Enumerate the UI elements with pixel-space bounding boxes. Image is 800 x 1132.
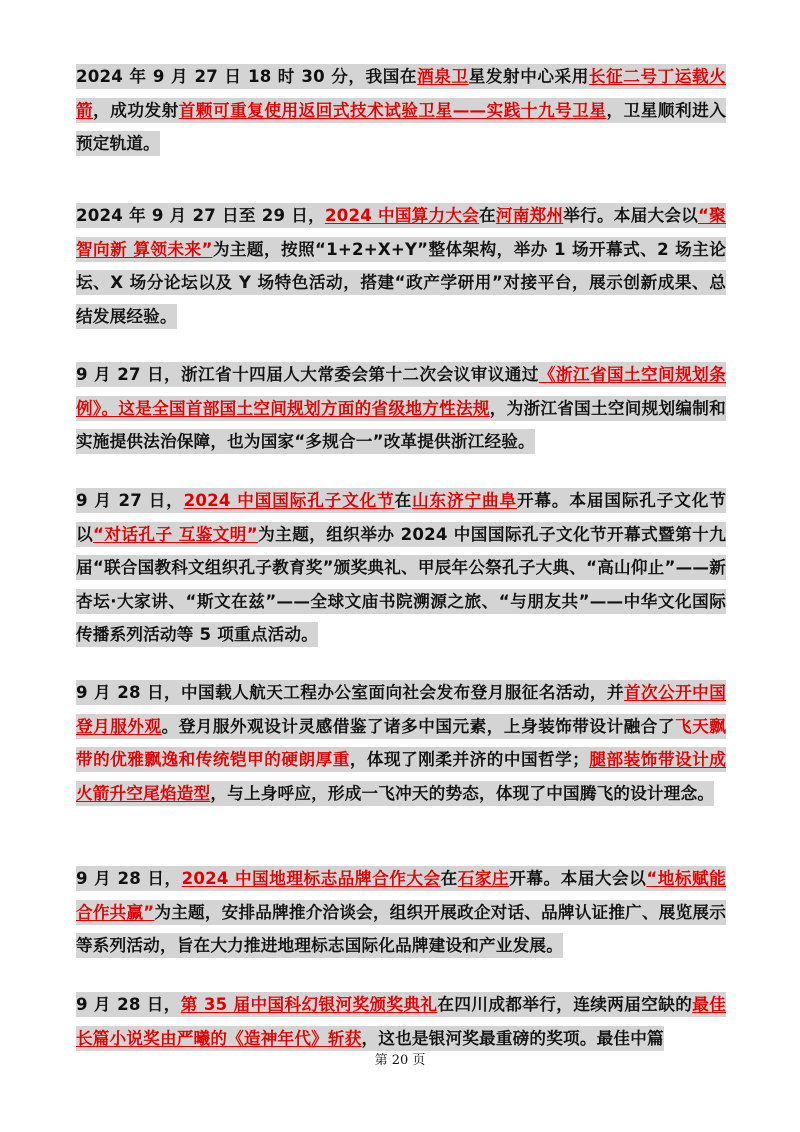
news-paragraph-4 [76,484,726,652]
text-segment: 在 [394,491,413,510]
highlighted-text [76,64,726,156]
text-segment: 9 月 27 日，浙江省十四届人大常委会第十二次会议审议通过 [76,365,539,384]
text-segment: 2024 年 9 月 27 日 18 时 30 分，我国在 [76,67,418,86]
highlighted-text [76,992,726,1051]
text-segment: 开幕。本届国际孔子文化节以 [76,491,726,544]
text-segment: 星发射中心采用 [468,67,589,86]
text-segment: 9 月 28 日， [76,995,181,1014]
highlighted-text [76,203,726,329]
emphasized-text-segment: 长征二号丁运载火箭 [76,67,726,120]
text-segment: ，这也是银河奖最重磅的奖项。最佳中篇 [361,1028,664,1048]
emphasized-text-segment: 2024 中国地理标志品牌合作大会 [181,869,441,888]
news-paragraph-5 [76,676,726,810]
text-segment: 在四川成都举行，连续两届空缺的 [437,995,693,1014]
page-number: 第 20 页 [374,1053,426,1068]
text-segment: 为主题，安排品牌推介洽谈会，组织开展政企对话、品牌认证推广、展览展示等系列活动，旨在大力推进地理标志国际化品牌建设和产业发展。 [76,902,726,955]
emphasized-text-segment: 腿部装饰带设计成火箭升空尾焰造型 [76,750,726,803]
emphasized-text-segment: 河南郑州 [495,206,564,225]
news-paragraph-1 [76,60,726,161]
emphasized-text-segment: “对话孔子 互鉴文明” [93,524,258,544]
emphasized-text-segment: 2024 中国算力大会 [324,206,480,225]
text-segment: ，成功发射 [93,100,179,120]
text-segment: ，与上身呼应，形成一飞冲天的势态，体现了中国腾飞的设计理念。 [210,783,715,803]
text-segment: 2024 年 9 月 27 日至 29 日， [76,206,325,225]
emphasized-text-segment: 酒泉卫 [417,67,469,86]
emphasized-text-segment: “地标赋能 合作共赢” [76,869,726,922]
highlighted-text [76,488,726,647]
emphasized-text-segment: 石家庄 [457,869,510,888]
text-segment: 举行。本届大会以 [563,206,699,225]
text-segment: ，体现了刚柔并济的中国哲学； [349,750,590,769]
highlighted-text [76,362,726,454]
highlighted-text [76,866,726,958]
emphasized-text-segment: 首次公开中国登月服外观 [76,683,727,736]
text-segment: 。登月服外观设计灵感借鉴了诸多中国元素，上身装饰带设计融合了 [161,716,675,736]
emphasized-text-segment: “聚智向新 算领未来” [76,206,726,259]
emphasized-text-segment: 第 35 届中国科幻银河奖颁奖典礼 [180,995,438,1014]
text-segment: 在 [440,869,458,888]
emphasized-text-segment: 首颗可重复使用返回式技术试验卫星——实践十九号卫星 [178,100,607,120]
text-segment: 9 月 28 日， [76,869,182,888]
news-paragraph-6 [76,862,726,963]
emphasized-text-segment: 飞天飘带的优雅飘逸和传统铠甲的硬朗厚重 [76,716,727,769]
news-paragraph-7 [76,988,726,1055]
emphasized-text-segment: 山东济宁曲阜 [412,491,517,510]
text-segment: 为主题，组织举办 2024 中国国际孔子文化节开幕式暨第十九届“联合国教科文组织孔子教育奖”颁奖典礼、甲辰年公祭孔子大典、“高山仰止”——新杏坛·大家讲、“斯文在兹”——全球文庙书院溯源之旅、“与朋友共”——中华文化国际传播系列活动等 5 项重点活动。 [76,524,726,644]
text-segment: 9 月 28 日，中国载人航天工程办公室面向社会发布登月服征名活动，并 [76,683,625,702]
text-segment: 9 月 27 日， [76,491,184,510]
text-segment: 在 [479,206,496,225]
highlighted-text [76,680,726,806]
text-segment: ，卫星顺利进入预定轨道。 [76,100,727,153]
emphasized-text-segment: 2024 中国国际孔子文化节 [183,491,395,510]
text-segment: 开幕。本届大会以 [509,869,647,888]
text-segment: ，为浙江省国土空间规划编制和实施提供法治保障，也为国家“多规合一”改革提供浙江经验。 [76,398,726,451]
text-segment: 为主题，按照“1+2+X+Y”整体架构，举办 1 场开幕式、2 场主论坛、X 场分论坛以及 Y 场特色活动，搭建“政产学研用”对接平台，展示创新成果、总结发展经验。 [76,239,726,326]
news-paragraph-3 [76,358,726,459]
emphasized-text-segment: 最佳长篇小说奖由严曦的《造神年代》斩获 [76,995,727,1048]
news-paragraph-2 [76,199,726,333]
emphasized-text-segment: 《浙江省国土空间规划条例》 [76,365,727,418]
emphasized-text-segment: 。这是全国首部国土空间规划方面的省级地方性法规 [101,398,490,418]
